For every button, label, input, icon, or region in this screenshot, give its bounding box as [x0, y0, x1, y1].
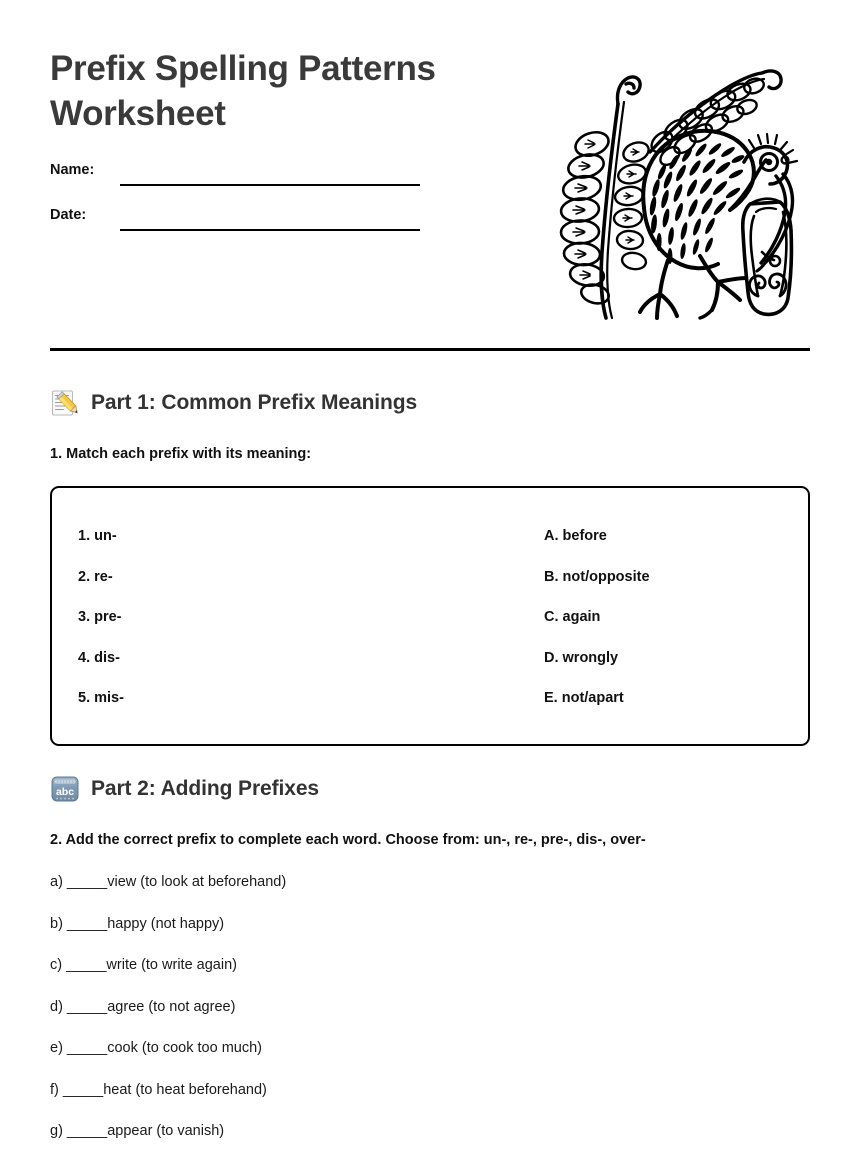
student-fields — [50, 162, 450, 252]
meaning-item[interactable]: A. before — [544, 528, 607, 544]
section-divider — [50, 348, 810, 351]
fill-in-the-blank-list — [50, 874, 750, 1161]
part2-prompt: 2. Add the correct prefix to complete each word. Choose from: un-, re-, pre-, dis-, over- — [50, 832, 646, 848]
fill-in-item[interactable]: a) _____view (to look at beforehand) — [50, 874, 287, 890]
svg-text:abc: abc — [55, 786, 75, 799]
matching-row — [78, 569, 782, 610]
date-field-line[interactable] — [120, 229, 420, 231]
prefix-item[interactable]: 3. pre- — [78, 609, 122, 625]
name-field-row — [50, 162, 450, 207]
fill-in-item[interactable]: b) _____happy (not happy) — [50, 915, 225, 932]
fill-in-item[interactable]: f) _____heat (to heat beforehand) — [50, 1081, 267, 1098]
part1-prompt: 1. Match each prefix with its meaning: — [50, 446, 312, 462]
section-heading-part2-label: Part 2: Adding Prefixes — [91, 777, 319, 800]
matching-exercise-box — [50, 486, 810, 746]
fill-in-item[interactable]: e) _____cook (to cook too much) — [50, 1040, 262, 1056]
matching-row — [78, 609, 782, 650]
prefix-item[interactable]: 1. un- — [78, 528, 117, 544]
date-field-row — [50, 207, 450, 252]
name-field-label: Name: — [50, 162, 95, 178]
matching-rows — [78, 528, 782, 731]
kiwi-bird-fern-illustration — [540, 56, 810, 321]
section-heading-part1 — [50, 388, 417, 418]
matching-row — [78, 528, 782, 569]
memo-icon — [50, 388, 80, 418]
fill-in-item[interactable]: d) _____agree (to not agree) — [50, 998, 236, 1015]
matching-row — [78, 650, 782, 691]
meaning-item[interactable]: B. not/opposite — [544, 568, 650, 585]
matching-row — [78, 690, 782, 731]
fill-in-item[interactable]: g) _____appear (to vanish) — [50, 1123, 225, 1139]
fill-in-item[interactable]: c) _____write (to write again) — [50, 957, 237, 973]
section-heading-part1-label: Part 1: Common Prefix Meanings — [91, 391, 418, 414]
meaning-item[interactable]: E. not/apart — [544, 690, 624, 706]
meaning-item[interactable]: C. again — [544, 609, 601, 625]
name-field-line[interactable] — [120, 184, 420, 186]
page-title: Prefix Spelling Patterns Worksheet — [50, 49, 436, 133]
date-field-label: Date: — [50, 207, 87, 223]
meaning-item[interactable]: D. wrongly — [544, 649, 619, 666]
worksheet-header — [50, 46, 810, 332]
prefix-item[interactable]: 2. re- — [78, 568, 113, 585]
abc-input-icon — [50, 774, 80, 804]
prefix-item[interactable]: 4. dis- — [78, 649, 120, 666]
prefix-item[interactable]: 5. mis- — [78, 690, 124, 706]
section-heading-part2 — [50, 774, 319, 804]
